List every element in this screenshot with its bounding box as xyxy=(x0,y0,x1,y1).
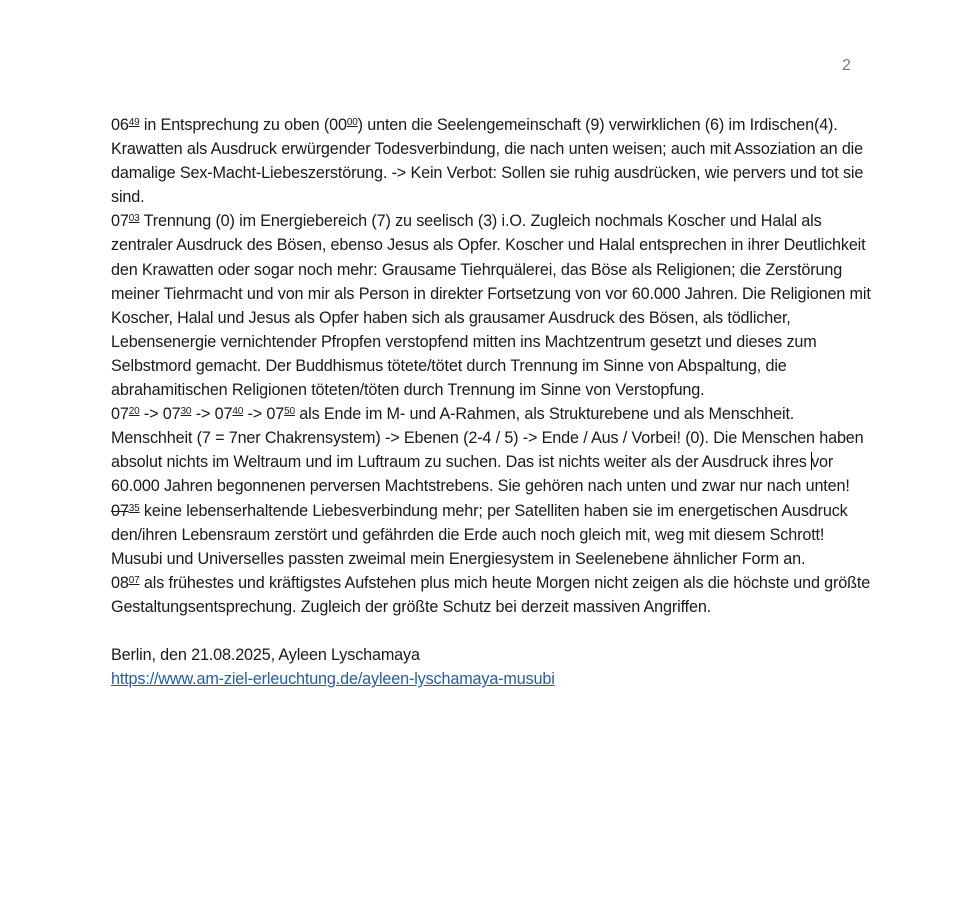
signature-line: Berlin, den 21.08.2025, Ayleen Lyschamaya xyxy=(111,646,420,665)
arrow-text: -> xyxy=(243,405,267,424)
arrow-text: -> xyxy=(139,405,163,424)
paragraph-0720 xyxy=(111,402,871,498)
blank-line xyxy=(111,619,871,643)
time-minute: 30 xyxy=(180,406,192,418)
time-minute: 03 xyxy=(128,213,140,225)
time-hour: 07 xyxy=(111,212,129,231)
time-minute: 50 xyxy=(284,406,295,418)
time-hour: 07 xyxy=(266,405,285,424)
paragraph-0807 xyxy=(111,571,871,619)
time-hour: 07 xyxy=(162,405,181,424)
paragraph-0703 xyxy=(111,209,871,402)
signature-link-line xyxy=(111,667,871,691)
paragraph-text: Trennung (0) im Energiebereich (7) zu seelisch (3) i.O. Zugleich nochmals Koscher und Halal als zentraler Ausdruck des Bösen, ebenso Jesus als Opfer. Koscher und Halal entsprechen in ihrer Deutlichkeit den Krawatten oder sogar noch mehr: Grausame Tiehrquälerei, das Böse als Religionen; die Zerstörung meiner Tiehrmacht und von mir als Person in direkter Fortsetzung von vor 60.000 Jahren. Die Religionen mit Koscher, Halal und Jesus als Opfer haben sich als grausamer Ausdruck des Bösen, als tödlicher, Lebensenergie vernichtender Pfropfen verstopfend mitten ins Machtzentrum gesetzt und dieses zum Selbstmord gemacht. Der Buddhismus tötete/tötet durch Trennung im Sinne von Abspaltung, die abrahamitischen Religionen töteten/töten durch Trennung im Sinne von Verstopfung. xyxy=(111,212,871,400)
time-marker xyxy=(163,405,192,423)
time-marker xyxy=(111,405,140,423)
time-marker xyxy=(111,574,140,592)
time-minute: 20 xyxy=(128,406,140,418)
time-hour: 06 xyxy=(111,116,129,134)
time-marker xyxy=(111,116,140,134)
paragraph-text: in Entsprechung zu oben (00 xyxy=(139,116,347,134)
time-minute: 07 xyxy=(128,574,140,586)
time-minute: 35 xyxy=(128,502,140,514)
paragraph-0735 xyxy=(111,499,871,571)
time-marker xyxy=(266,405,295,423)
time-hour: 07 xyxy=(111,501,129,520)
paragraph-text: vor 60.000 Jahren begonnenen perversen Machtstrebens. Sie gehören nach unten und zwar nur nach unten! xyxy=(111,453,850,496)
paragraph-text: keine lebenserhaltende Liebesverbindung mehr; per Satelliten haben sie im energetischen Ausdruck den/ihren Lebensraum zerstört und gefährden die Erde auch noch gleich mit, weg mit diesem Schrott! Musubi und Universelles passten zweimal mein Energiesystem in Seelenebene ähnlicher Form an. xyxy=(111,501,848,568)
time-marker xyxy=(111,212,140,230)
paragraph-0649 xyxy=(111,113,871,209)
paragraph-text: als Ende im M- und A-Rahmen, als Strukturebene und als Menschheit. Menschheit (7 = 7ner Chakrensystem) -> Ebenen (2-4 / 5) -> Ende / Aus / Vorbei! (0). Die Menschen haben absolut nichts im Weltraum und im Luftraum zu suchen. Das ist nichts weiter als der Ausdruck ihres xyxy=(111,405,864,472)
page-number: 2 xyxy=(842,57,851,74)
document-body xyxy=(111,113,871,691)
inline-time-marker xyxy=(347,116,358,134)
paragraph-text: ) unten die Seelengemeinschaft (9) verwirklichen (6) im Irdischen(4). Krawatten als Ausdruck erwürgender Todesverbindung, die nach unten weisen; auch mit Assoziation an die damalige Sex-Macht-Liebeszerstörung. -> Kein Verbot: Sollen sie ruhig ausdrücken, wie pervers und tot sie sind. xyxy=(111,116,864,207)
time-marker xyxy=(215,405,244,423)
time-hour: 07 xyxy=(214,405,233,424)
time-minute: 40 xyxy=(232,406,244,418)
time-hour: 08 xyxy=(111,573,129,592)
time-hour: 07 xyxy=(111,405,129,424)
arrow-text: -> xyxy=(191,405,215,424)
website-link[interactable]: https://www.am-ziel-erleuchtung.de/ayleen-lyschamaya-musubi xyxy=(111,670,555,689)
time-minute: 49 xyxy=(128,117,140,128)
paragraph-text: als frühestes und kräftigstes Aufstehen plus mich heute Morgen nicht zeigen als die höchste und größte Gestaltungsentsprechung. Zugleich der größte Schutz bei derzeit massiven Angriffen. xyxy=(111,573,871,616)
struck-time-marker xyxy=(111,502,140,520)
time-minute: 00 xyxy=(346,117,358,128)
